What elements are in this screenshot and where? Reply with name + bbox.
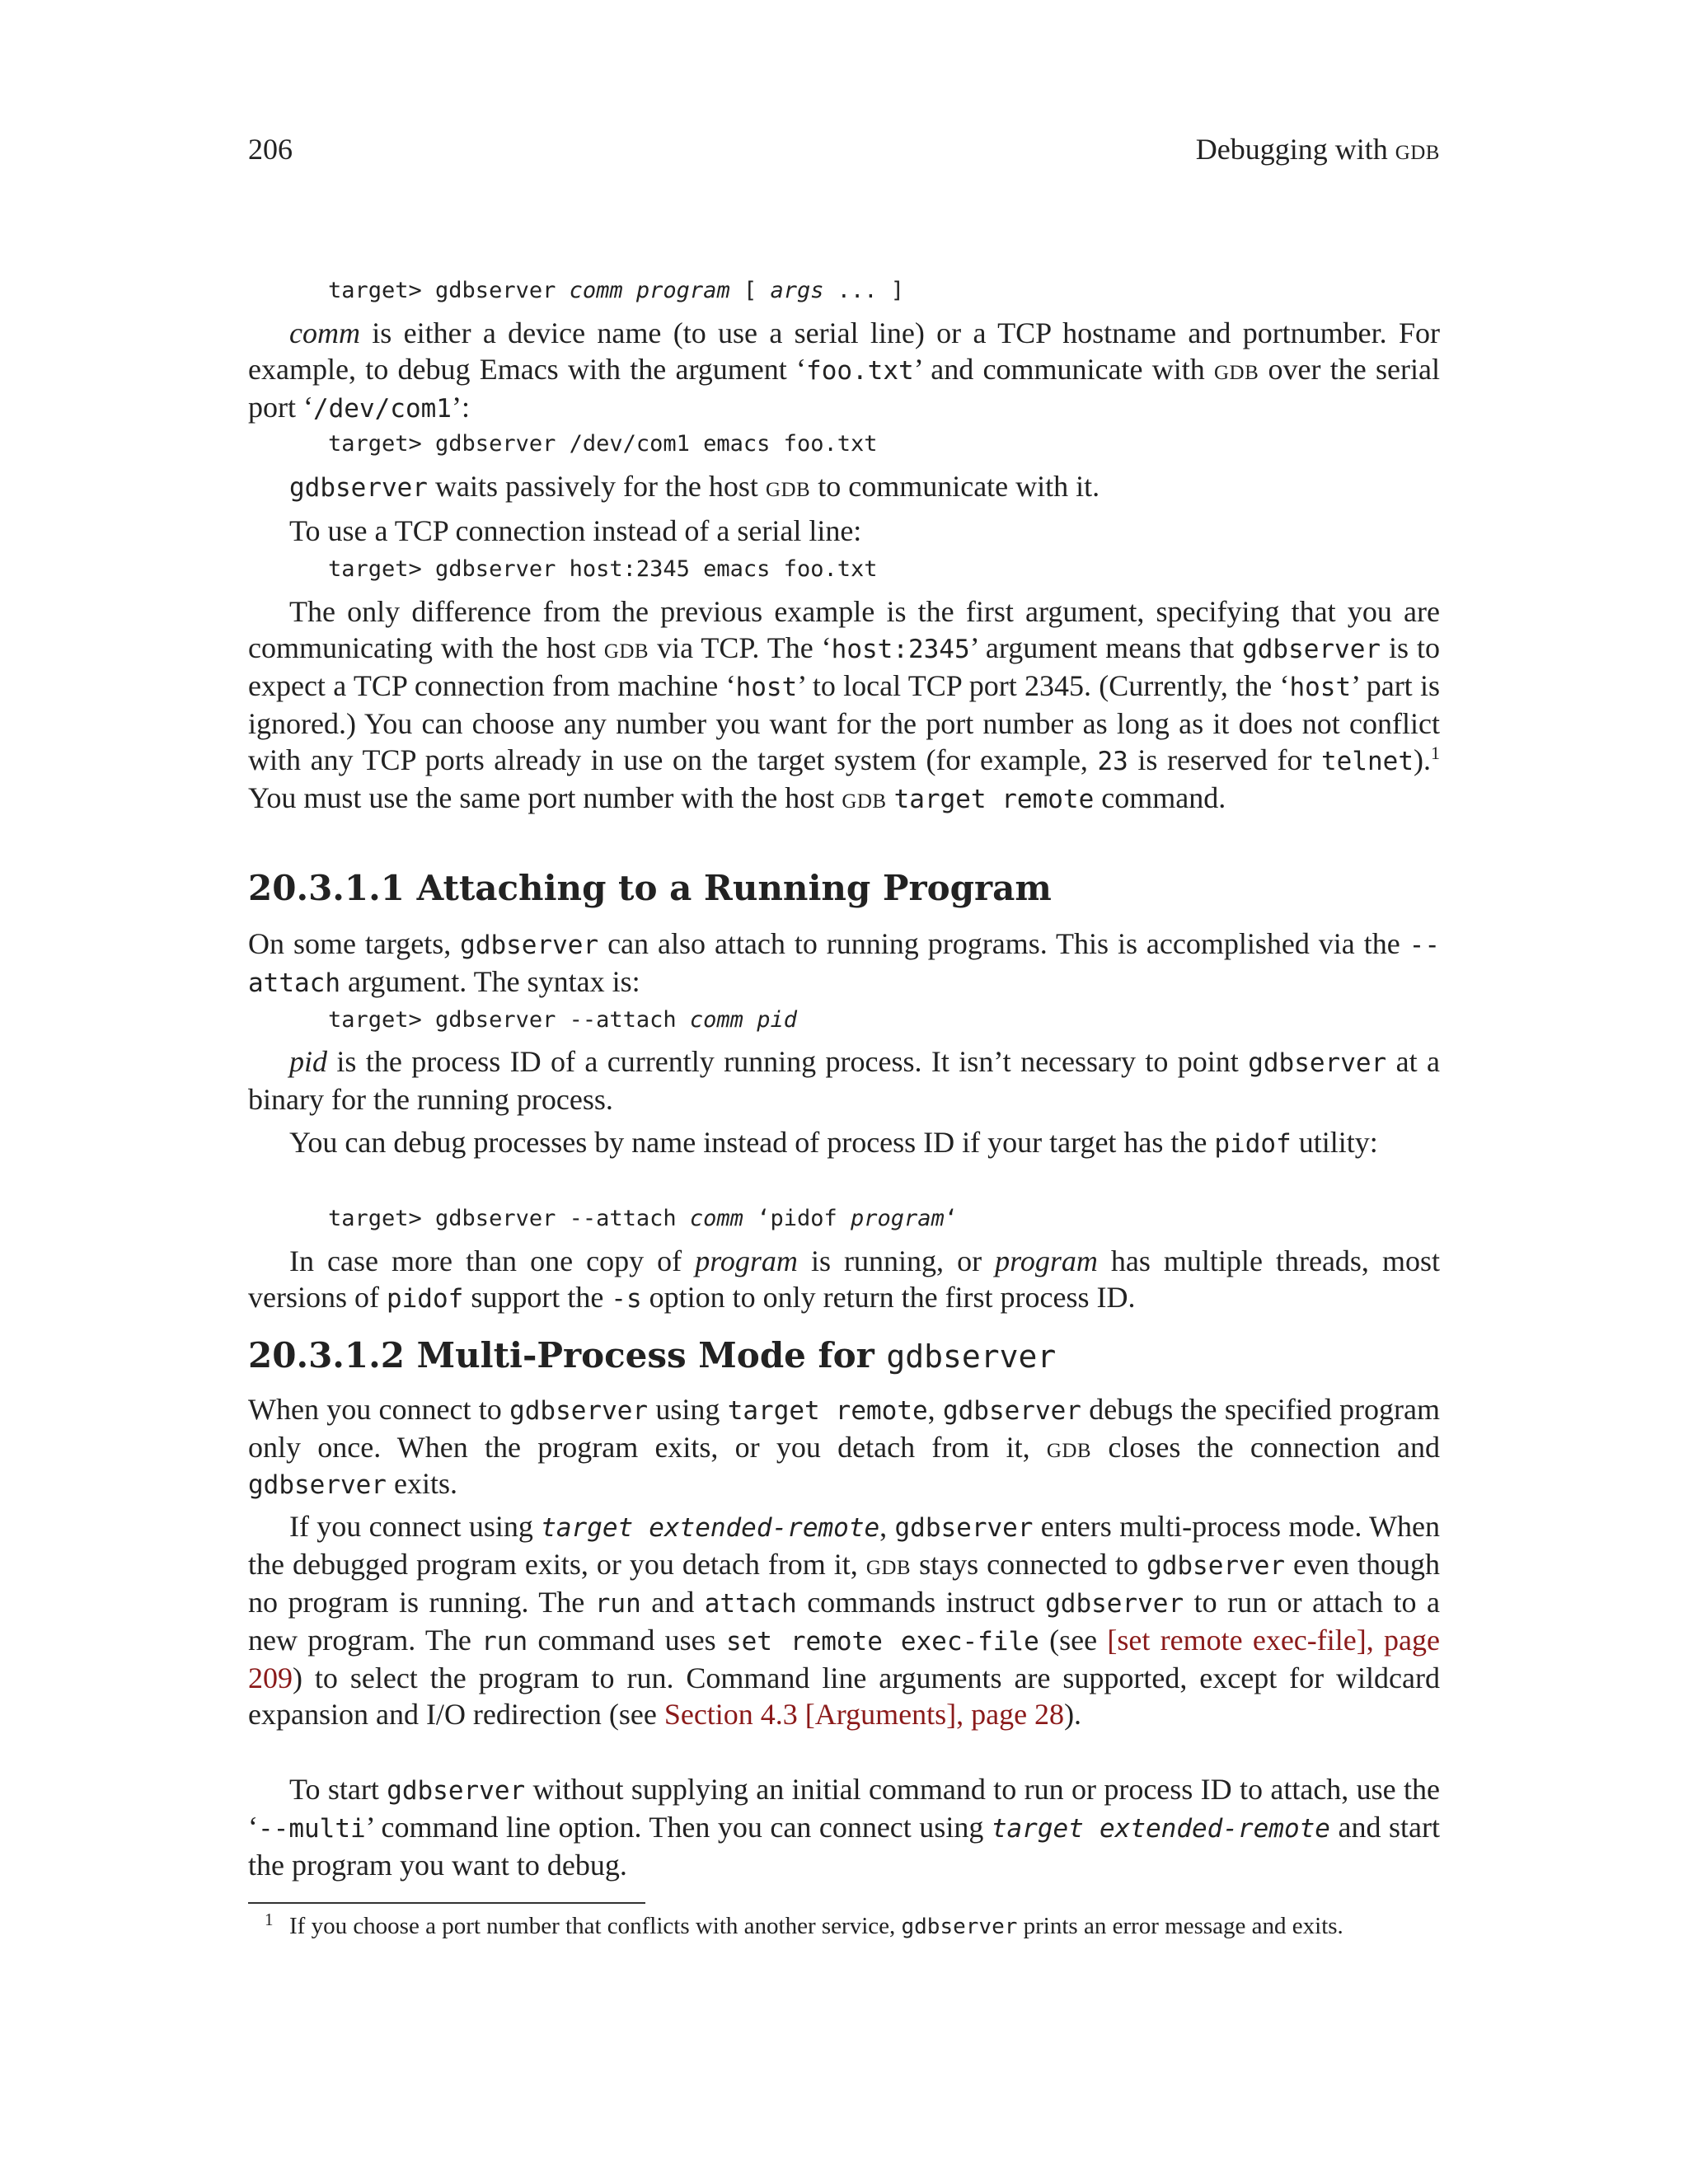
paragraph-pid: pid is the process ID of a currently running process. It isn’t necessary to point gdbserver at a binary for the running process. bbox=[248, 1045, 1440, 1116]
code-example-usage: target> gdbserver comm program [ args ... ] bbox=[328, 278, 905, 303]
page-header bbox=[248, 132, 1440, 171]
paragraph-connect: When you connect to gdbserver using target remote, gdbserver debugs the specified program only once. When the program exits, or you detach from it, gdb closes the connection and gdbserver exits. bbox=[248, 1393, 1441, 1500]
paragraph-attach-intro: On some targets, gdbserver can also attach to running programs. This is accomplished via the --attach argument. The syntax is: bbox=[248, 927, 1440, 998]
code-example-pidof: target> gdbserver --attach comm ‘pidof program‘ bbox=[328, 1206, 959, 1231]
link-set-remote-exec-file[interactable]: [set remote exec-file], page 209 bbox=[248, 1624, 1440, 1694]
footnote-number: 1 bbox=[265, 1910, 274, 1929]
link-section-arguments[interactable]: Section 4.3 [Arguments], page 28 bbox=[663, 1698, 1065, 1731]
paragraph-comm: comm is either a device name (to use a serial line) or a TCP hostname and portnumber. For example, to debug Emacs with the argument ‘foo.txt’ and communicate with gdb over the serial port ‘/dev/com1’: bbox=[248, 316, 1440, 424]
paragraph-difference: The only difference from the previous example is the first argument, specifying that you are communicating with the host gdb via TCP. The ‘host:2345’ argument means that gdbserver is to expect a TCP connection from machine ‘host’ to local TCP port 2345. (Currently, the ‘host’ part is ignored.) You can choose any number you want for the port number as long as it does not conflict with any TCP ports already in use on the target system (for example, 23 is reserved for telnet).$^1$ You must use the same port number with the host gdb target remote command. bbox=[248, 595, 1441, 814]
footnote-rule bbox=[248, 1902, 645, 1904]
paragraph-pidof: You can debug processes by name instead of process ID if your target has the pidof utility: bbox=[289, 1126, 1378, 1159]
page-number: 206 bbox=[248, 133, 293, 166]
code-example-tcp: target> gdbserver host:2345 emacs foo.txt bbox=[328, 556, 878, 582]
code-example-serial: target> gdbserver /dev/com1 emacs foo.txt bbox=[328, 431, 878, 457]
paragraph-extended-remote: If you connect using target extended-remote, gdbserver enters multi-process mode. When the debugged program exits, or you detach from it, gdb stays connected to gdbserver even though no program is running. The run and attach commands instruct gdbserver to run or attach to a new program. The run command uses set remote exec-file (see [set remote exec-file], page 209) to select the program to run. Command line arguments are supported, except for wildcard expansion and I/O redirection (see Section 4.3 [Arguments], page 28). bbox=[248, 1510, 1441, 1731]
footnote-ref: 1 bbox=[1431, 743, 1440, 763]
section-heading-attaching: 20.3.1.1 Attaching to a Running Program bbox=[248, 868, 1052, 908]
paragraph-waits: gdbserver waits passively for the host gdb to communicate with it. bbox=[289, 470, 1100, 503]
section-heading-multiprocess: 20.3.1.2 Multi-Process Mode for gdbserver bbox=[248, 1335, 1057, 1376]
running-title: Debugging with gdb bbox=[1195, 133, 1440, 166]
paragraph-multi-option: To start gdbserver without supplying an initial command to run or process ID to attach, use the ‘--multi’ command line option. Then you can connect using target extended-remote and start the program you want to debug. bbox=[248, 1773, 1440, 1882]
footnote: 1 If you choose a port number that conflicts with another service, gdbserver prints an error message and exits. bbox=[248, 1912, 1440, 1942]
paragraph-multiple-copies: In case more than one copy of program is running, or program has multiple threads, most versions of pidof support the -s option to only return the first process ID. bbox=[248, 1244, 1441, 1314]
paragraph-tcp: To use a TCP connection instead of a serial line: bbox=[289, 514, 862, 547]
code-example-attach: target> gdbserver --attach comm pid bbox=[328, 1007, 797, 1033]
